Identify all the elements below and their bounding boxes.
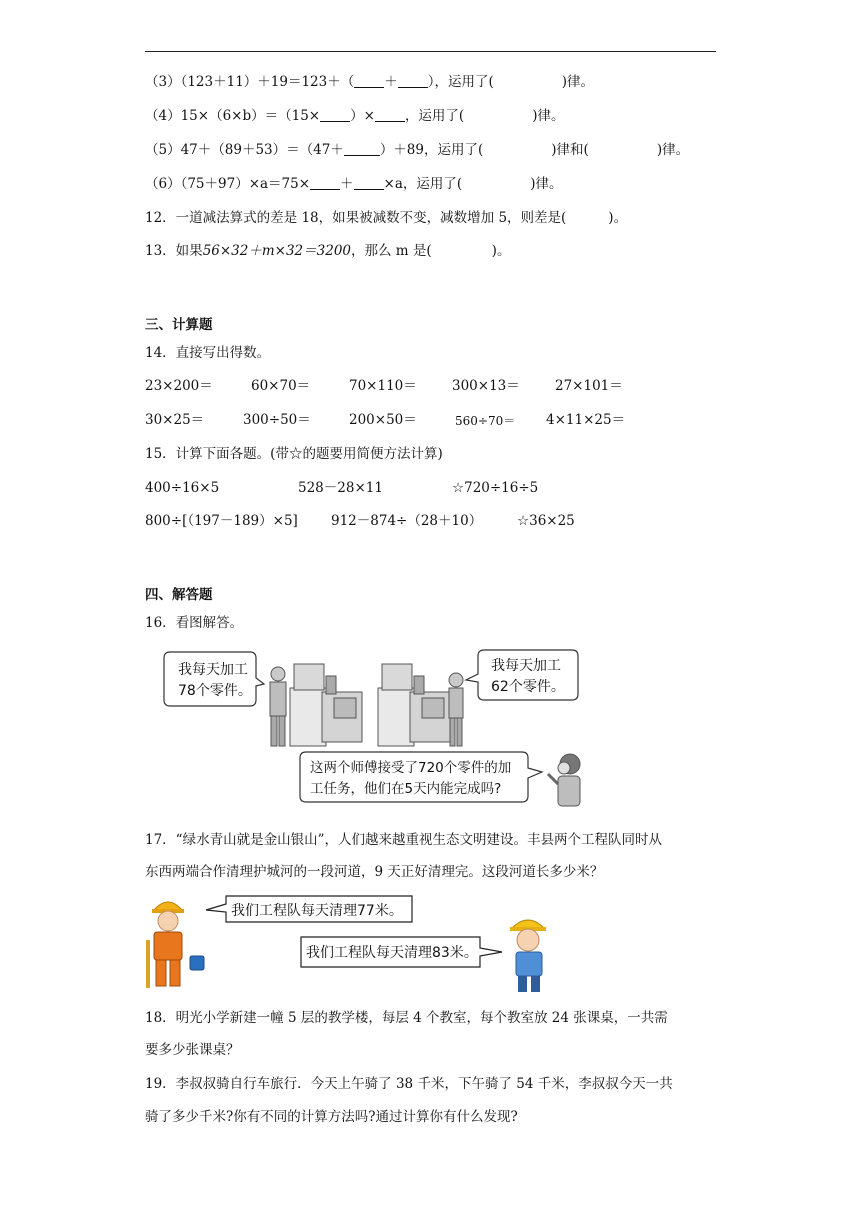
q18-line1: 18．明光小学新建一幢 5 层的教学楼，每层 4 个教室，每个教室放 24 张课桌，一共需: [145, 1010, 668, 1026]
q19-line2: 骑了多少千米?你有不同的计算方法吗?通过计算你有什么发现?: [145, 1109, 518, 1125]
teacher-figure: [548, 754, 580, 806]
q19-line1: 19．李叔叔骑自行车旅行．今天上午骑了 38 千米，下午骑了 54 千米，李叔叔今天一共: [145, 1076, 673, 1092]
q14-item: 4×11×25＝: [546, 412, 626, 428]
q17-line1: 17．“绿水青山就是金山银山”，人们越来越重视生态文明建设。丰县两个工程队同时从: [145, 832, 662, 848]
q18-line2: 要多少张课桌？: [145, 1042, 240, 1058]
q16-prompt: 16．看图解答。: [145, 615, 244, 631]
q14-item: 27×101＝: [555, 378, 623, 394]
worker-left-figure: [270, 667, 286, 746]
q14-item: 200×50＝: [349, 412, 417, 428]
q14-item: 60×70＝: [251, 378, 311, 394]
speech-bubble-team2: [301, 937, 502, 967]
bubble-right-line2: 62个零件。: [491, 679, 565, 695]
q11-item-3: （3）（123＋11）＋19＝123＋（ ＋ ），运用了( )律。: [145, 74, 595, 90]
q15-prompt: 15．计算下面各题。(带☆的题要用简便方法计算): [145, 446, 443, 462]
q11-item-6: （6）（75＋97）×a＝75× ＋ ×a，运用了( )律。: [145, 176, 563, 192]
bubble-team2-text: 我们工程队每天清理83米。: [306, 945, 478, 961]
q15-item: ☆720÷16÷5: [452, 480, 539, 496]
construction-worker-right: [510, 920, 546, 992]
q14-prompt: 14．直接写出得数。: [145, 345, 271, 361]
bubble-bottom-line2: 工任务，他们在5天内能完成吗?: [310, 781, 502, 797]
q16-illustration: [160, 648, 610, 810]
speech-bubble-right: [466, 650, 578, 700]
q13: 13．如果56×32＋m×32＝3200，那么 m 是( )。: [145, 243, 511, 259]
speech-bubble-team1: [206, 896, 412, 922]
q14-item: 300×13＝: [452, 378, 520, 394]
q11-item-4: （4）15×（6×b）＝（15× ）× ，运用了( )律。: [145, 108, 565, 124]
bubble-team1-text: 我们工程队每天清理77米。: [231, 903, 403, 919]
q15-item: 528－28×11: [298, 480, 383, 496]
section-title-answer: 四、解答题: [145, 587, 213, 603]
q15-item: 912－874÷（28＋10）: [331, 513, 483, 529]
machine-icon: [378, 664, 450, 746]
worker-right-figure: [449, 673, 463, 746]
section-title-calc: 三、计算题: [145, 317, 213, 333]
bubble-left-line1: 我每天加工: [178, 662, 248, 678]
q15-item: 400÷16×5: [145, 480, 220, 496]
machine-icon: [290, 664, 362, 746]
q14-item: 70×110＝: [349, 378, 417, 394]
q15-item: ☆36×25: [517, 513, 575, 529]
speech-bubble-left: [164, 652, 264, 706]
speech-bubble-bottom: [300, 752, 542, 802]
q17-illustration: [140, 890, 570, 996]
q14-item: 23×200＝: [145, 378, 213, 394]
q14-item: 30×25＝: [145, 412, 205, 428]
bubble-right-line1: 我每天加工: [491, 658, 561, 674]
q15-item: 800÷[（197－189）×5]: [145, 513, 298, 529]
bubble-bottom-line1: 这两个师傅接受了720个零件的加: [310, 760, 512, 776]
q14-item: 300÷50＝: [243, 412, 311, 428]
header-rule: [145, 51, 716, 52]
q12: 12．一道减法算式的差是 18，如果被减数不变，减数增加 5，则差是( )。: [145, 210, 628, 226]
q11-item-5: （5）47＋（89＋53）＝（47＋ ）＋89，运用了( )律和( )律。: [145, 142, 690, 158]
q17-line2: 东西两端合作清理护城河的一段河道，9 天正好清理完。这段河道长多少米？: [145, 864, 604, 880]
bubble-left-line2: 78个零件。: [178, 683, 252, 699]
construction-worker-left: [146, 902, 204, 988]
q14-item: 560÷70＝: [455, 414, 516, 428]
